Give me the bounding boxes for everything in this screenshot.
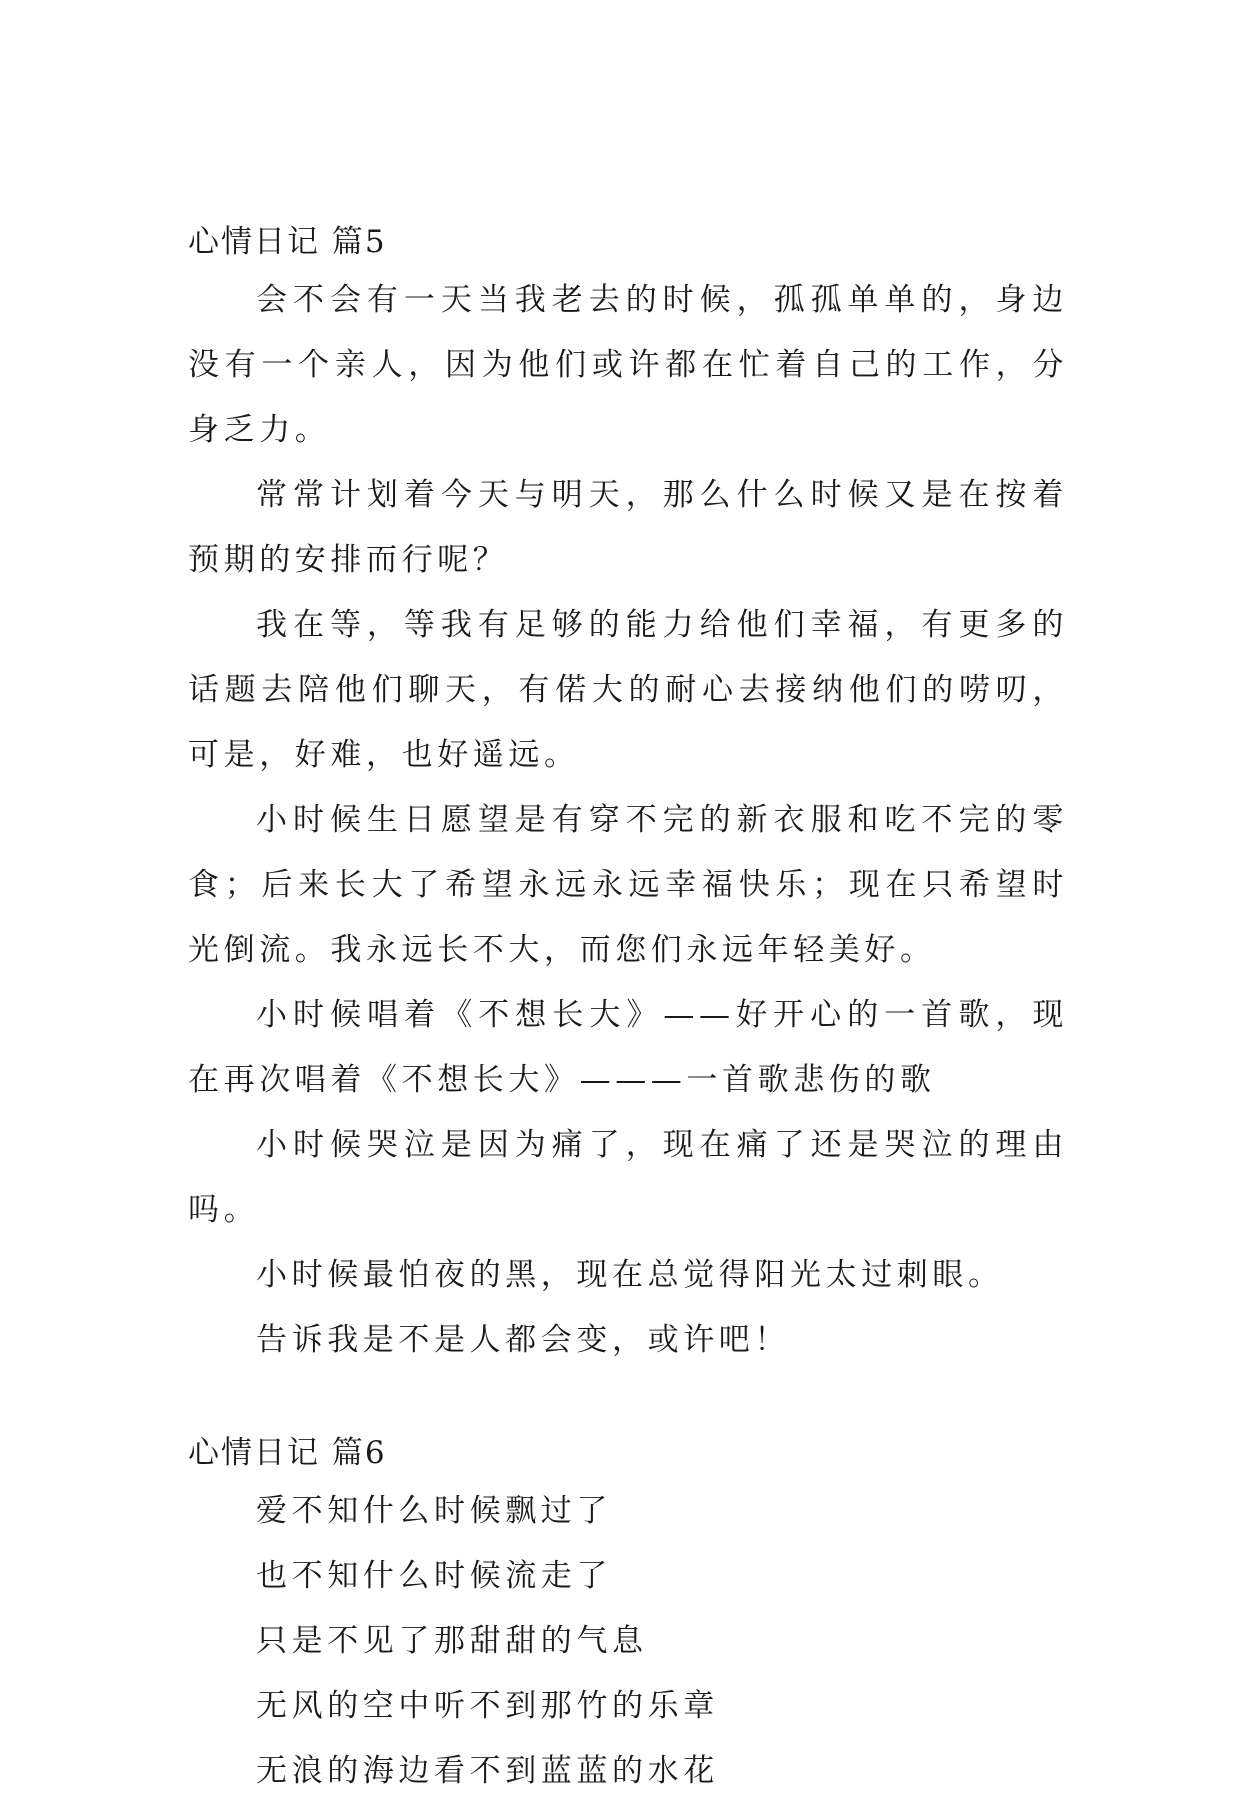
section-6-line-1: 爱不知什么时候飘过了 (256, 1493, 612, 1529)
section-5-paragraph-6: 小时候哭泣是因为痛了，现在痛了还是哭泣的理由吗。 (188, 1127, 1068, 1228)
section-5-paragraph-5: 小时候唱着《不想长大》——好开心的一首歌，现在再次唱着《不想长大》———一首歌悲伤的歌 (188, 997, 1068, 1098)
section-5-paragraph-3: 我在等，等我有足够的能力给他们幸福，有更多的话题去陪他们聊天，有偌大的耐心去接纳他们的唠叨，可是，好难，也好遥远。 (188, 607, 1068, 773)
section-6-title: 心情日记 篇6 (188, 1435, 387, 1471)
section-5-paragraph-4: 小时候生日愿望是有穿不完的新衣服和吃不完的零食；后来长大了希望永远永远幸福快乐；现在只希望时光倒流。我永远长不大，而您们永远年轻美好。 (188, 802, 1068, 968)
section-6-line-5: 无浪的海边看不到蓝蓝的水花 (256, 1753, 719, 1789)
section-5-title: 心情日记 篇5 (188, 224, 387, 260)
section-6-line-4: 无风的空中听不到那竹的乐章 (256, 1688, 719, 1724)
section-5-paragraph-1: 会不会有一天当我老去的时候，孤孤单单的，身边没有一个亲人，因为他们或许都在忙着自己的工作，分身乏力。 (188, 282, 1068, 448)
section-6-line-3: 只是不见了那甜甜的气息 (256, 1623, 648, 1659)
section-spacer (188, 1373, 1068, 1427)
section-5-paragraph-7: 小时候最怕夜的黑，现在总觉得阳光太过刺眼。 (256, 1257, 1004, 1293)
section-5-paragraph-8: 告诉我是不是人都会变，或许吧！ (256, 1322, 790, 1358)
section-6-line-2: 也不知什么时候流走了 (256, 1558, 612, 1594)
document-body (188, 216, 1068, 1804)
section-5-paragraph-2: 常常计划着今天与明天，那么什么时候又是在按着预期的安排而行呢？ (188, 477, 1068, 578)
